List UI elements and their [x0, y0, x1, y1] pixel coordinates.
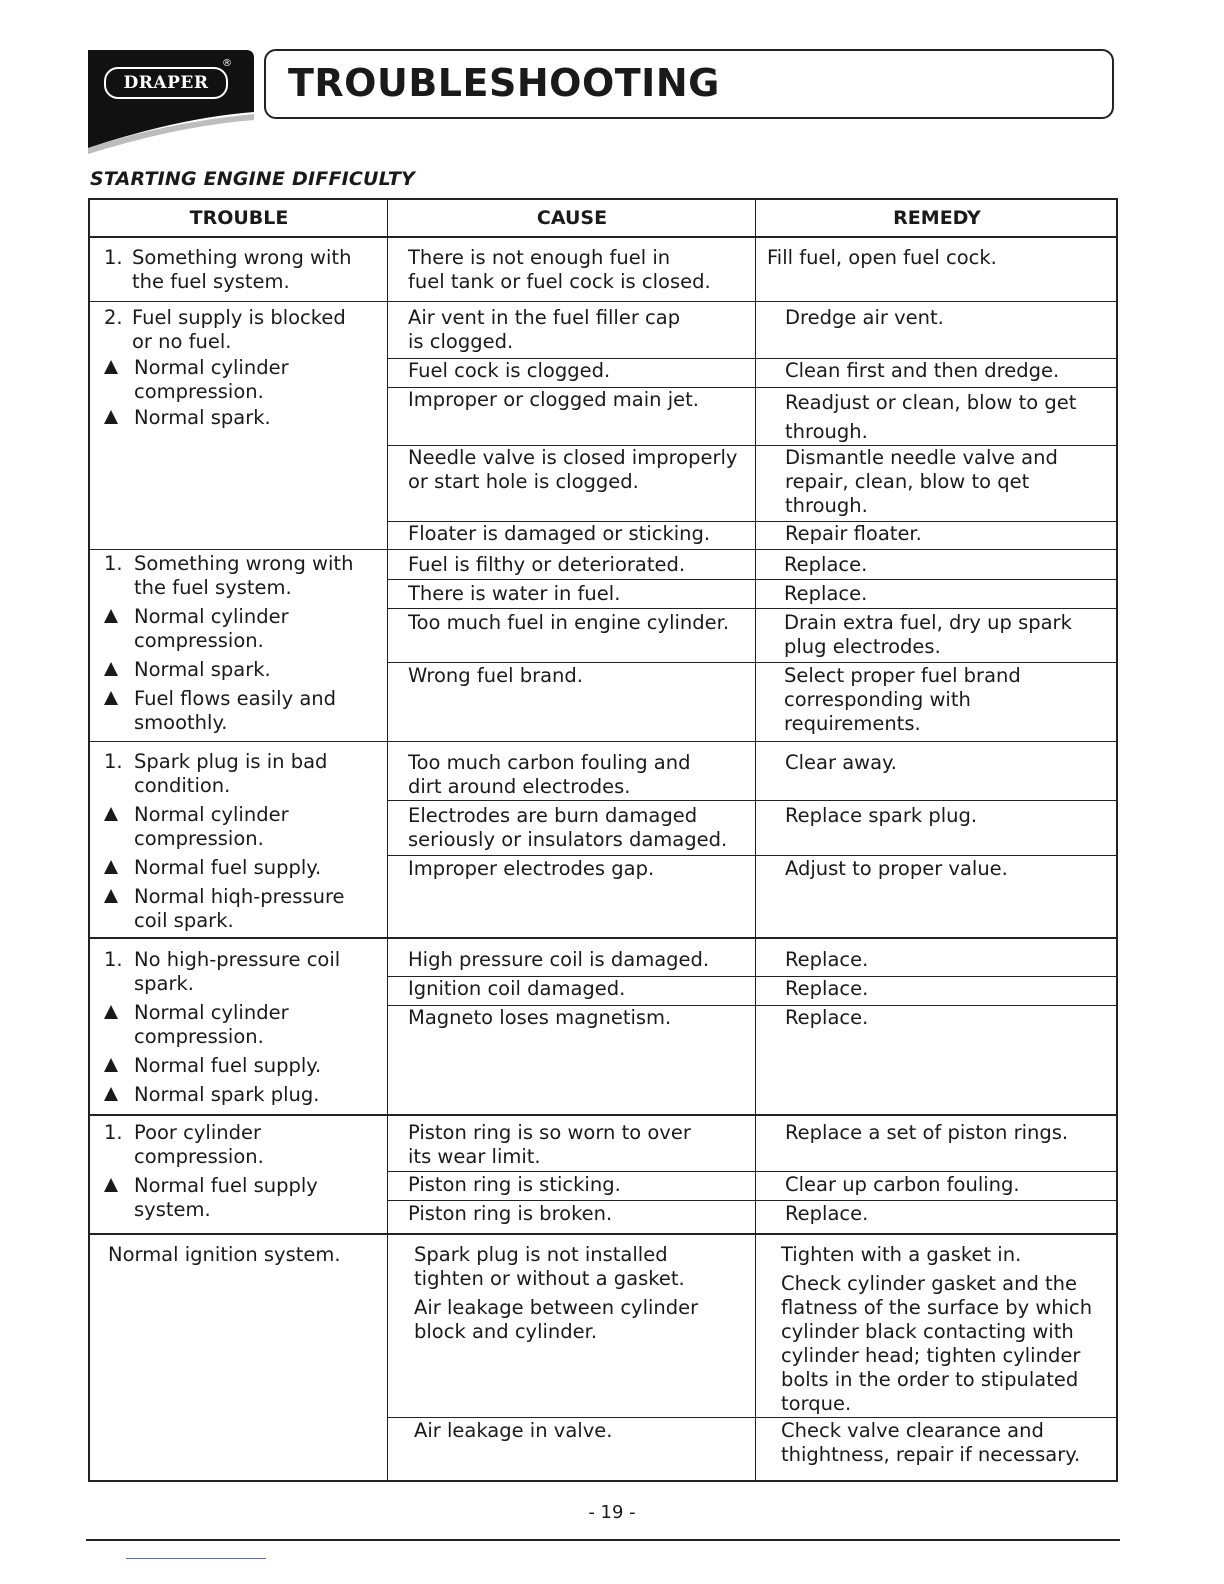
group-rule	[90, 1114, 1116, 1116]
cause-cell: Air vent in the fuel filler cap is clogged.	[408, 306, 681, 353]
condition-text: Normal cylinder compression.	[134, 1001, 289, 1048]
cause-cell: Air leakage between cylinder block and cylinder.	[414, 1296, 699, 1343]
condition-text: Normal spark.	[134, 658, 271, 681]
row-rule	[388, 1200, 1116, 1201]
condition-text: Normal spark.	[134, 406, 271, 429]
page-title: TROUBLESHOOTING	[288, 61, 720, 105]
remedy-cell: Tighten with a gasket in.	[781, 1243, 1022, 1266]
cause-cell: Fuel is filthy or deteriorated.	[408, 553, 686, 576]
remedy-cell: Dismantle needle valve and repair, clean, blow to qet through.	[785, 446, 1058, 517]
cause-cell: Spark plug is not installed tighten or without a gasket.	[414, 1243, 685, 1290]
remedy-cell: Select proper fuel brand corresponding with requirements.	[784, 664, 1021, 735]
brand-name: DRAPER	[104, 67, 228, 99]
remedy-cell: Check valve clearance and thightness, repair if necessary.	[781, 1419, 1081, 1466]
condition-text: Normal hiqh-pressure coil spark.	[134, 885, 345, 932]
footer-rule	[86, 1539, 1120, 1541]
condition-text: Normal spark plug.	[134, 1083, 320, 1106]
remedy-cell: Clear away.	[785, 751, 898, 774]
triangle-bullet-icon	[104, 691, 118, 705]
registered-mark: ®	[222, 58, 232, 69]
cause-cell: High pressure coil is damaged.	[408, 948, 710, 971]
column-divider	[387, 200, 388, 1482]
page-number: - 19 -	[588, 1502, 636, 1523]
triangle-bullet-icon	[104, 360, 118, 374]
column-header-cause: CAUSE	[536, 207, 608, 229]
cause-cell: Too much fuel in engine cylinder.	[408, 611, 730, 634]
cause-cell: Wrong fuel brand.	[408, 664, 583, 687]
column-divider	[755, 200, 756, 1482]
triangle-bullet-icon	[104, 860, 118, 874]
column-header-remedy: REMEDY	[893, 207, 981, 229]
trouble-text: Normal ignition system.	[108, 1243, 341, 1266]
cause-cell: Improper electrodes gap.	[408, 857, 655, 880]
condition-text: Normal fuel supply.	[134, 1054, 322, 1077]
footer-underline	[126, 1558, 266, 1559]
trouble-text: Something wrong with the fuel system.	[134, 552, 354, 599]
trouble-text: Fuel supply is blocked or no fuel.	[132, 306, 346, 353]
item-number: 1.	[104, 246, 123, 269]
condition-text: Normal cylinder compression.	[134, 605, 289, 652]
group-rule	[90, 549, 1116, 550]
cause-cell: Air leakage in valve.	[414, 1419, 613, 1442]
item-number: 1.	[104, 750, 123, 773]
cause-cell: There is water in fuel.	[408, 582, 621, 605]
cause-cell: Needle valve is closed improperly or start hole is clogged.	[408, 446, 738, 493]
trouble-text: Poor cylinder compression.	[134, 1121, 264, 1168]
remedy-cell: Replace.	[785, 977, 869, 1000]
row-rule	[388, 800, 1116, 801]
triangle-bullet-icon	[104, 889, 118, 903]
cause-cell: Piston ring is broken.	[408, 1202, 613, 1225]
group-rule	[90, 741, 1116, 742]
triangle-bullet-icon	[104, 1178, 118, 1192]
cause-cell: Electrodes are burn damaged seriously or insulators damaged.	[408, 804, 728, 851]
condition-text: Normal cylinder compression.	[134, 803, 289, 850]
header-rule	[90, 236, 1116, 238]
item-number: 1.	[104, 1121, 123, 1144]
remedy-cell: Replace a set of piston rings.	[785, 1121, 1069, 1144]
triangle-bullet-icon	[104, 1005, 118, 1019]
remedy-cell: Check cylinder gasket and the flatness of the surface by which cylinder black contacting with cylinder head; tighten cylinder bolts in the order to stipulated torque.	[781, 1272, 1093, 1415]
item-number: 2.	[104, 306, 123, 329]
group-rule	[90, 1233, 1116, 1235]
troubleshooting-table	[88, 198, 1118, 1482]
item-number: 1.	[104, 552, 123, 575]
remedy-cell: Replace.	[785, 1006, 869, 1029]
cause-cell: Improper or clogged main jet.	[408, 388, 699, 411]
row-rule	[388, 579, 1116, 580]
triangle-bullet-icon	[104, 410, 118, 424]
cause-cell: Piston ring is so worn to over its wear limit.	[408, 1121, 691, 1168]
remedy-cell: Replace.	[784, 553, 868, 576]
row-rule	[388, 855, 1116, 856]
title-box	[264, 49, 1114, 119]
cause-cell: Ignition coil damaged.	[408, 977, 626, 1000]
triangle-bullet-icon	[104, 1058, 118, 1072]
remedy-cell: Replace.	[785, 948, 869, 971]
remedy-cell: Readjust or clean, blow to get through.	[785, 391, 1077, 443]
remedy-cell: Drain extra fuel, dry up spark plug electrodes.	[784, 611, 1072, 658]
row-rule	[388, 608, 1116, 609]
trouble-text: Spark plug is in bad condition.	[134, 750, 328, 797]
remedy-cell: Adjust to proper value.	[785, 857, 1008, 880]
cause-cell: Floater is damaged or sticking.	[408, 522, 711, 545]
remedy-cell: Clear up carbon fouling.	[785, 1173, 1020, 1196]
remedy-cell: Replace.	[784, 582, 868, 605]
triangle-bullet-icon	[104, 662, 118, 676]
cause-cell: Too much carbon fouling and dirt around electrodes.	[408, 751, 691, 798]
condition-text: Normal fuel supply.	[134, 856, 322, 879]
cause-cell: Fuel cock is clogged.	[408, 359, 611, 382]
remedy-cell: Replace spark plug.	[785, 804, 978, 827]
cause-cell: Piston ring is sticking.	[408, 1173, 621, 1196]
item-number: 1.	[104, 948, 123, 971]
cause-cell: There is not enough fuel in fuel tank or fuel cock is closed.	[408, 246, 711, 293]
triangle-bullet-icon	[104, 609, 118, 623]
column-header-trouble: TROUBLE	[189, 207, 289, 229]
row-rule	[388, 1417, 1116, 1418]
group-rule	[90, 937, 1116, 939]
group-rule	[90, 301, 1116, 302]
triangle-bullet-icon	[104, 1087, 118, 1101]
row-rule	[388, 1171, 1116, 1172]
remedy-cell: Dredge air vent.	[785, 306, 944, 329]
draper-logo	[88, 48, 256, 154]
cause-cell: Magneto loses magnetism.	[408, 1006, 672, 1029]
section-heading: STARTING ENGINE DIFFICULTY	[90, 168, 415, 190]
remedy-cell: Clean first and then dredge.	[785, 359, 1060, 382]
row-rule	[388, 662, 1116, 663]
condition-text: Fuel flows easily and smoothly.	[134, 687, 337, 734]
condition-text: Normal cylinder compression.	[134, 356, 289, 403]
remedy-cell: Replace.	[785, 1202, 869, 1225]
condition-text: Normal fuel supply system.	[134, 1174, 318, 1221]
trouble-text: No high-pressure coil spark.	[134, 948, 341, 995]
trouble-text: Something wrong with the fuel system.	[132, 246, 352, 293]
remedy-cell: Repair floater.	[785, 522, 922, 545]
remedy-cell: Fill fuel, open fuel cock.	[767, 246, 997, 269]
triangle-bullet-icon	[104, 807, 118, 821]
